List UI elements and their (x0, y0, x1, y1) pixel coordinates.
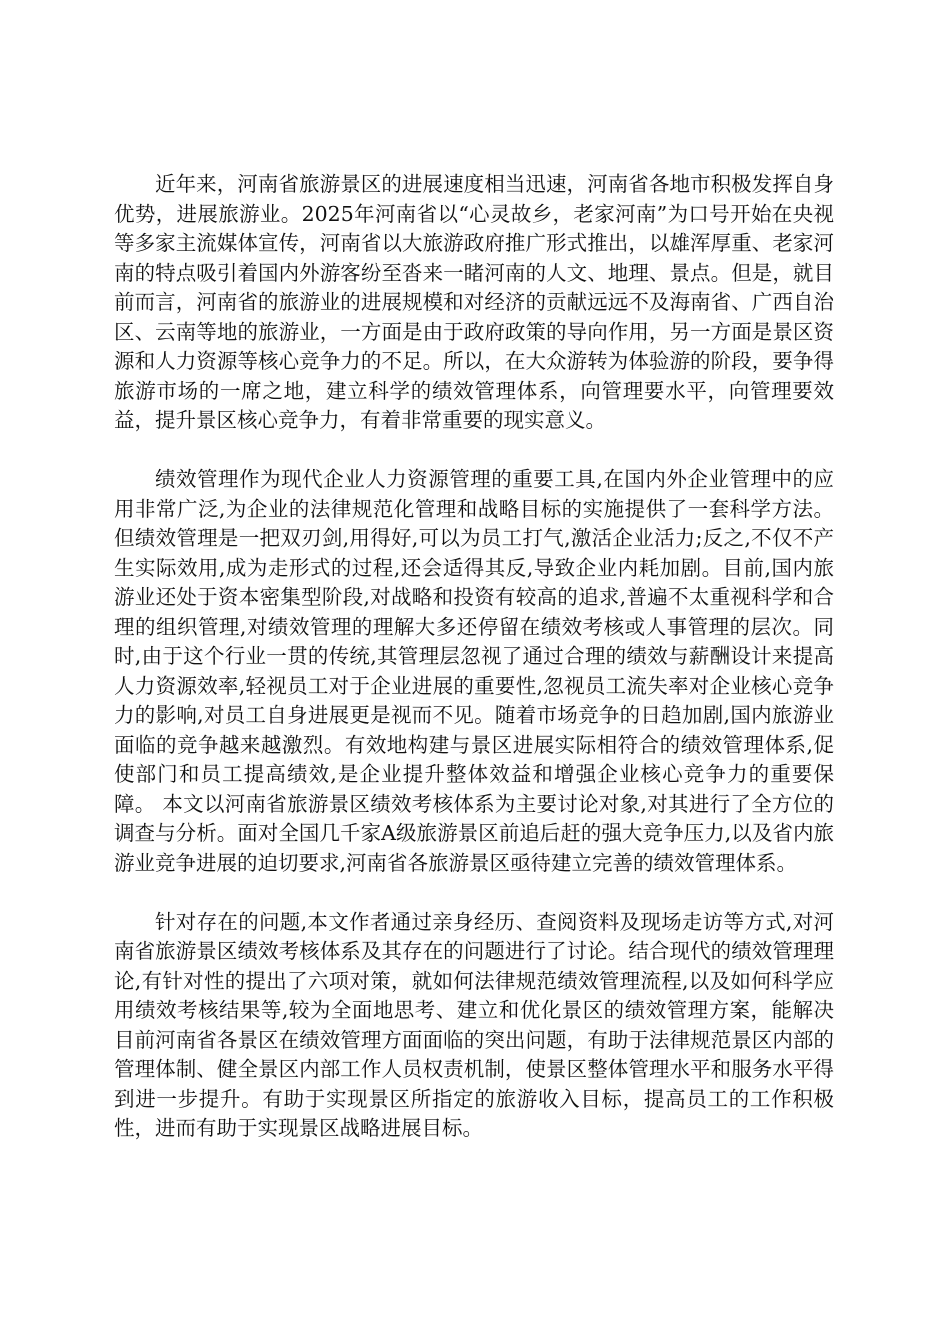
paragraph-research-approach: 针对存在的问题,本文作者通过亲身经历、查阅资料及现场走访等方式,对河南省旅游景区绩效考核体系及其存在的问题进行了讨论。结合现代的绩效管理理论,有针对性的提出了六项对策，就如何法律规范绩效管理流程,以及如何科学应用绩效考核结果等,较为全面地思考、建立和优化景区的绩效管理方案，能解决目前河南省各景区在绩效管理方面面临的突出问题，有助于法律规范景区内部的管理体制、健全景区内部工作人员权责机制，使景区整体管理水平和服务水平得到进一步提升。有助于实现景区所指定的旅游收入目标，提高员工的工作积极性，进而有助于实现景区战略进展目标。 (114, 909, 834, 1140)
paragraph-performance-management: 绩效管理作为现代企业人力资源管理的重要工具,在国内外企业管理中的应用非常广泛,为企业的法律规范化管理和战略目标的实施提供了一套科学方法。但绩效管理是一把双刃剑,用得好,可以为员工打气,激活企业活力;反之,不仅不产生实际效用,成为走形式的过程,还会适得其反,导致企业内耗加剧。目前,国内旅游业还处于资本密集型阶段,对战略和投资有较高的追求,普遍不太重视科学和合理的组织管理,对绩效管理的理解大多还停留在绩效考核或人事管理的层次。同时,由于这个行业一贯的传统,其管理层忽视了通过合理的绩效与薪酬设计来提高人力资源效率,轻视员工对于企业进展的重要性,忽视员工流失率对企业核心竞争力的影响,对员工自身进展更是视而不见。随着市场竞争的日趋加剧,国内旅游业面临的竞争越来越激烈。有效地构建与景区进展实际相符合的绩效管理体系,促使部门和员工提高绩效,是企业提升整体效益和增强企业核心竞争力的重要保障。 本文以河南省旅游景区绩效考核体系为主要讨论对象,对其进行了全方位的调查与分析。面对全国几千家A级旅游景区前追后赶的强大竞争压力,以及省内旅游业竞争进展的迫切要求,河南省各旅游景区亟待建立完善的绩效管理体系。 (114, 467, 834, 875)
paragraph-intro: 近年来，河南省旅游景区的进展速度相当迅速，河南省各地市积极发挥自身优势，进展旅游业。2025年河南省以“心灵故乡，老家河南”为口号开始在央视等多家主流媒体宣传，河南省以大旅游政府推广形式推出，以雄浑厚重、老家河南的特点吸引着国内外游客纷至沓来一睹河南的人文、地理、景点。但是，就目前而言，河南省的旅游业的进展规模和对经济的贡献远远不及海南省、广西自治区、云南等地的旅游业，一方面是由于政府政策的导向作用，另一方面是景区资源和人力资源等核心竞争力的不足。所以，在大众游转为体验游的阶段，要争得旅游市场的一席之地，建立科学的绩效管理体系，向管理要水平，向管理要效益，提升景区核心竞争力，有着非常重要的现实意义。 (114, 172, 834, 432)
document-body (114, 170, 834, 1173)
